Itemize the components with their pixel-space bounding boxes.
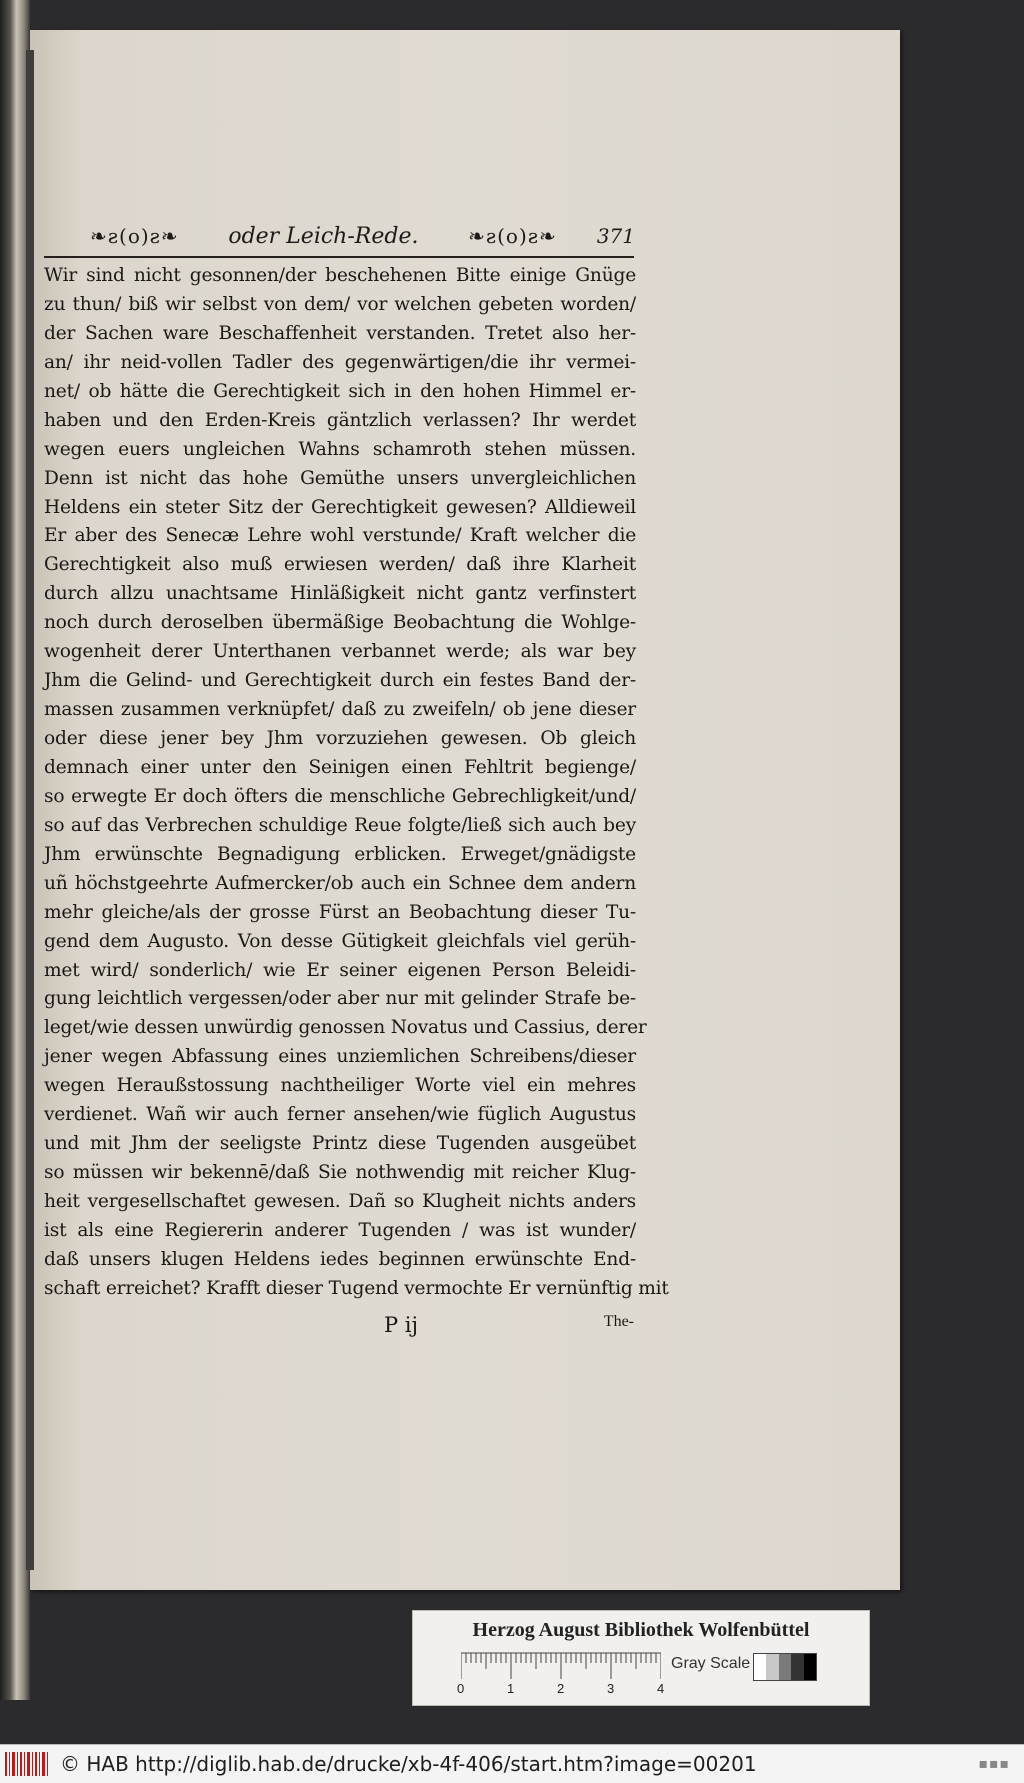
text-line: schaft erreichet? Krafft dieser Tugend vermochte Er vernünftig mit (44, 1277, 669, 1299)
swatch-dark (791, 1654, 803, 1680)
text-line: so auf das Verbrechen schuldige Reue folgte/ließ sich auch bey (44, 814, 636, 836)
text-line: massen zusammen verknüpfet/ daß zu zweifeln/ ob jene dieser (44, 699, 636, 721)
text-line: so müssen wir bekennē/daß Sie nothwendig mit reicher Klug- (44, 1162, 636, 1184)
dots-icon[interactable]: ▪▪▪ (978, 1756, 1010, 1772)
ruler-number: 4 (657, 1681, 665, 1696)
ruler-number: 3 (607, 1681, 615, 1696)
text-line: Jhm die Gelind- und Gerechtigkeit durch ein festes Band der- (44, 670, 636, 692)
page-gutter (26, 50, 34, 1570)
header-rule (44, 256, 634, 258)
library-name: Herzog August Bibliothek Wolfenbüttel (472, 1619, 810, 1641)
swatch-light (766, 1654, 778, 1680)
swatch-mid (779, 1654, 791, 1680)
text-line: Er aber des Senecæ Lehre wohl verstunde/ Kraft welcher die (44, 525, 636, 547)
text-line: net/ ob hätte die Gerechtigkeit sich in den hohen Himmel er- (44, 380, 636, 402)
text-line: gung leichtlich vergessen/oder aber nur mit gelinder Strafe be- (44, 988, 636, 1010)
text-line: wegen euers ungleichen Wahns schamroth stehen müssen. (44, 438, 636, 460)
running-title: oder Leich-Rede. (228, 223, 419, 249)
text-line: Gerechtigkeit also muß erwiesen werden/ daß ihre Klarheit (44, 554, 636, 576)
signature-mark: P ij (384, 1313, 419, 1337)
text-line: jener wegen Abfassung eines unziemlichen Schreibens/dieser (44, 1046, 636, 1068)
text-line: der Sachen ware Beschaffenheit verstanden. Tretet also her- (44, 322, 636, 344)
text-line: durch allzu unachtsame Hinläßigkeit nicht gantz verfinstert (44, 583, 636, 605)
text-line: an/ ihr neid-vollen Tadler des gegenwärtigen/die ihr vermei- (44, 351, 636, 373)
page-footer (44, 1313, 634, 1343)
page-number: 371 (596, 224, 635, 248)
text-line: Heldens ein steter Sitz der Gerechtigkeit gewesen? Alldieweil (44, 496, 636, 518)
running-header (90, 218, 635, 254)
gray-scale-swatches (753, 1653, 817, 1681)
text-line: heit vergesellschaftet gewesen. Dañ so Klugheit nichts anders (44, 1191, 636, 1212)
ornament-right: ❧ƨ(o)ƨ❧ (468, 224, 557, 248)
text-line: Jhm erwünschte Begnadigung erblicken. Erweget/gnädigste (44, 843, 636, 865)
ruler-number: 2 (557, 1681, 565, 1696)
ruler-number: 0 (457, 1681, 465, 1696)
ruler-numbers (457, 1681, 667, 1699)
catchword: The- (603, 1313, 634, 1330)
text-line: daß unsers klugen Heldens iedes beginnen erwünschte End- (44, 1248, 636, 1270)
text-line: und mit Jhm der seeligste Printz diese Tugenden ausgeübet (44, 1133, 636, 1155)
barcode-icon (4, 1750, 50, 1778)
text-line: demnach einer unter den Seinigen einen Fehltrit begienge/ (44, 756, 636, 778)
text-line: noch durch deroselben übermäßige Beobachtung die Wohlge- (44, 612, 636, 634)
text-line: leget/wie dessen unwürdig genossen Novatus und Cassius, derer (44, 1017, 647, 1039)
text-line: ist als eine Regiererin anderer Tugenden / was ist wunder/ (44, 1219, 636, 1241)
text-line: Denn ist nicht das hohe Gemüthe unsers unvergleichlichen (44, 467, 636, 489)
text-line: met wird/ sonderlich/ wie Er seiner eigenen Person Beleidi- (44, 959, 636, 981)
text-line: verdienet. Wañ wir auch ferner ansehen/wie füglich Augustus (44, 1104, 636, 1126)
text-line: zu thun/ biß wir selbst von dem/ vor welchen gebeten worden/ (44, 293, 636, 315)
swatch-black (804, 1654, 816, 1680)
text-line: haben und den Erden-Kreis gäntzlich verlassen? Ihr werdet (44, 409, 636, 431)
swatch-white (754, 1654, 766, 1680)
ruler-number: 1 (507, 1681, 515, 1696)
text-line: Wir sind nicht gesonnen/der beschehenen Bitte einige Gnüge (44, 265, 636, 286)
text-line: wogenheit derer Unterthanen verbannet werde; als war bey (44, 641, 636, 663)
text-line: mehr gleiche/als der grosse Fürst an Beobachtung dieser Tu- (44, 901, 636, 923)
text-line: wegen Heraußstossung nachtheiliger Worte viel ein mehres (44, 1075, 636, 1097)
text-line: so erwegte Er doch öfters die menschliche Gebrechligkeit/und/ (44, 785, 636, 807)
text-line: oder diese jener bey Jhm vorzuziehen gewesen. Ob gleich (44, 728, 636, 749)
body-text (44, 262, 669, 1304)
ruler-scale (461, 1651, 661, 1681)
status-bar (0, 1744, 1024, 1783)
text-line: uñ höchstgeehrte Aufmercker/ob auch ein Schnee dem andern (44, 872, 636, 894)
source-url-text[interactable]: © HAB http://diglib.hab.de/drucke/xb-4f-406/start.htm?image=00201 (60, 1752, 757, 1776)
ornament-left: ❧ƨ(o)ƨ❧ (90, 224, 179, 248)
gray-scale-label: Gray Scale (671, 1655, 751, 1672)
color-scale-card (412, 1610, 870, 1706)
text-line: gend dem Augusto. Von desse Gütigkeit gleichfals viel gerüh- (44, 930, 636, 952)
